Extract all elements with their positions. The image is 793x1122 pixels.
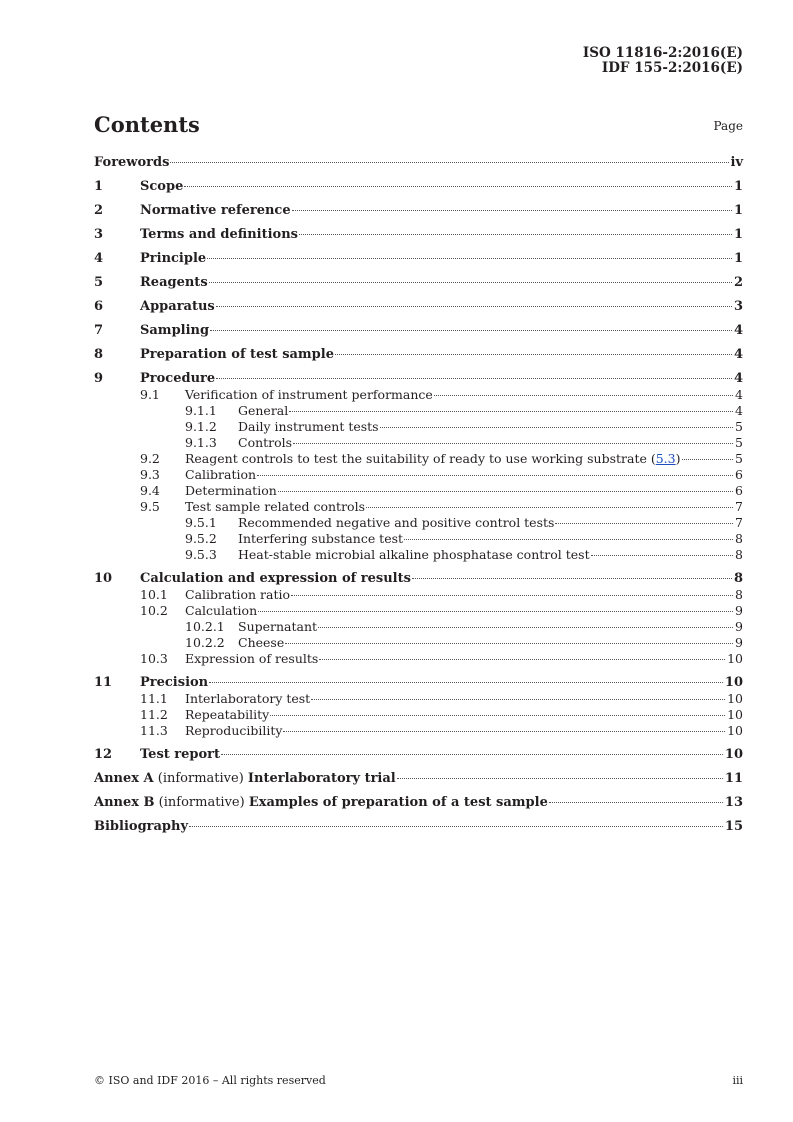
toc-entry-page: 15 (724, 819, 743, 834)
toc-entry-title (185, 483, 277, 498)
toc-entry-number: 5 (94, 275, 104, 290)
toc-entry-number: 9.5.1 (185, 515, 217, 530)
dot-leader (366, 507, 733, 508)
header-iso-number: ISO 11816-2:2016(E) (582, 45, 743, 61)
toc-entry-number: 9.1 (140, 387, 160, 402)
dot-leader (319, 659, 725, 660)
toc-entry-number: 9.4 (140, 483, 160, 498)
toc-entry-number: 9.1.1 (185, 403, 217, 418)
toc-entry-page: 2 (733, 275, 743, 290)
toc-entry-number: 2 (94, 203, 104, 218)
toc-entry[interactable] (94, 323, 743, 339)
toc-entry[interactable] (94, 515, 743, 531)
toc-entry-text: Determination (185, 483, 277, 498)
toc-entry[interactable] (94, 387, 743, 403)
dot-leader (397, 778, 723, 779)
toc-entry-page: 8 (733, 571, 743, 586)
toc-entry[interactable] (94, 587, 743, 603)
dot-leader (170, 162, 728, 163)
dot-leader (283, 731, 725, 732)
toc-entry-page: 11 (724, 771, 743, 786)
toc-entry-title (238, 403, 288, 418)
toc-entry-text: Calculation and expression of results (140, 571, 411, 586)
toc-entry-number: 11.2 (140, 707, 168, 722)
toc-entry-page: 9 (735, 635, 743, 650)
footer-copyright: © ISO and IDF 2016 – All rights reserved (94, 1074, 326, 1087)
dot-leader (335, 354, 732, 355)
toc-entry-title (140, 299, 215, 314)
dot-leader (207, 258, 732, 259)
toc-entry-page: 1 (733, 227, 743, 242)
toc-entry-page: 13 (724, 795, 743, 810)
toc-entry[interactable] (94, 227, 743, 243)
toc-entry[interactable] (94, 347, 743, 363)
toc-entry[interactable] (94, 403, 743, 419)
toc-entry[interactable] (94, 531, 743, 547)
dot-leader (293, 443, 733, 444)
toc-entry-title (185, 387, 433, 402)
toc-entry-page: 7 (735, 499, 743, 514)
toc-entry-title (238, 419, 379, 434)
toc-entry-number: 10.2.1 (185, 619, 225, 634)
header-idf-number: IDF 155-2:2016(E) (601, 60, 743, 76)
page-title: Contents (94, 112, 200, 137)
toc-entry-page: 3 (733, 299, 743, 314)
toc-entry-text: Procedure (140, 371, 216, 386)
toc-entry-page: 5 (735, 435, 743, 450)
toc-entry-number: 10.2.2 (185, 635, 225, 650)
toc-entry-title (140, 275, 208, 290)
dot-leader (184, 186, 732, 187)
toc-entry-page: 4 (733, 371, 743, 386)
toc-entry-text: Recommended negative and positive control tests (238, 515, 555, 530)
toc-entry[interactable] (94, 179, 743, 195)
annex-note: (informative) (153, 771, 248, 786)
dot-leader (209, 682, 723, 683)
toc-entry-title (185, 499, 365, 514)
toc-entry-page: 6 (735, 483, 743, 498)
toc-entry-title (94, 155, 169, 170)
toc-entry-page: 7 (735, 515, 743, 530)
dot-leader (209, 282, 732, 283)
toc-entry-text: Principle (140, 251, 207, 266)
toc-entry[interactable] (94, 275, 743, 291)
dot-leader (257, 475, 733, 476)
toc-entry-text: Sampling (140, 323, 210, 338)
toc-entry[interactable] (94, 571, 743, 587)
page-column-label: Page (713, 119, 743, 133)
toc-entry-page: 5 (735, 419, 743, 434)
toc-entry-page: 8 (735, 531, 743, 546)
toc-entry-number: 9.5.3 (185, 547, 217, 562)
toc-entry-text: General (238, 403, 289, 418)
toc-entry-page: 10 (724, 675, 743, 690)
dot-leader (682, 459, 734, 460)
toc-entry[interactable] (94, 819, 743, 835)
toc-entry[interactable] (94, 547, 743, 563)
toc-entry-number: 9.2 (140, 451, 160, 466)
dot-leader (216, 378, 732, 379)
toc-entry-number: 10.3 (140, 651, 168, 666)
toc-entry-text: Precision (140, 675, 209, 690)
toc-entry-page: 10 (727, 707, 743, 722)
toc-entry-page: 4 (733, 323, 743, 338)
toc-entry-page: 6 (735, 467, 743, 482)
dot-leader (291, 595, 733, 596)
toc-entry-page: 5 (735, 451, 743, 466)
toc-entry-page: 10 (724, 747, 743, 762)
toc-entry[interactable] (94, 483, 743, 499)
toc-entry[interactable] (94, 651, 743, 667)
dot-leader (292, 210, 732, 211)
dot-leader (434, 395, 733, 396)
toc-entry-page: 4 (735, 403, 743, 418)
table-of-contents (94, 155, 743, 835)
annex-title: Examples of preparation of a test sample (248, 795, 548, 810)
toc-entry-title (238, 515, 554, 530)
toc-entry-page: 4 (735, 387, 743, 402)
toc-entry-title (185, 451, 681, 466)
cross-reference-link[interactable]: 5.3 (655, 451, 676, 466)
toc-entry-page: 4 (733, 347, 743, 362)
toc-entry-number: 9.5 (140, 499, 160, 514)
toc-entry-number: 6 (94, 299, 104, 314)
toc-entry-title (185, 587, 290, 602)
footer-page-number: iii (732, 1074, 743, 1087)
toc-entry-text: Interlaboratory test (185, 691, 311, 706)
toc-entry-title (140, 323, 209, 338)
dot-leader (555, 523, 733, 524)
dot-leader (318, 627, 733, 628)
annex-label: Annex B (94, 795, 155, 810)
toc-entry-text: Supernatant (238, 619, 318, 634)
dot-leader (549, 802, 723, 803)
dot-leader (380, 427, 733, 428)
toc-entry-number: 10.2 (140, 603, 168, 618)
toc-entry-number: 10.1 (140, 587, 168, 602)
annex-note: (informative) (154, 795, 249, 810)
toc-entry-text-tail: ) (675, 451, 681, 466)
toc-entry-text: Preparation of test sample (140, 347, 334, 362)
toc-entry-title (185, 723, 282, 738)
toc-entry-text: Controls (238, 435, 293, 450)
toc-entry-number: 9.1.2 (185, 419, 217, 434)
toc-entry-text: Cheese (238, 635, 285, 650)
dot-leader (210, 330, 732, 331)
toc-entry-page: 10 (727, 691, 743, 706)
toc-entry-title (140, 251, 206, 266)
document-header (583, 46, 743, 76)
toc-entry-page: 9 (735, 619, 743, 634)
toc-entry-title (238, 547, 590, 562)
toc-entry-page: 1 (733, 251, 743, 266)
dot-leader (278, 491, 733, 492)
dot-leader (221, 754, 723, 755)
toc-entry-page: 1 (733, 179, 743, 194)
dot-leader (189, 826, 723, 827)
dot-leader (216, 306, 732, 307)
toc-entry-title (140, 371, 215, 386)
toc-entry-title (140, 571, 411, 586)
dot-leader (404, 539, 733, 540)
toc-entry-text: Reagent controls to test the suitability of ready to use working substrate ( (185, 451, 656, 466)
toc-entry-number: 11.3 (140, 723, 168, 738)
toc-entry-title (185, 467, 256, 482)
toc-entry[interactable] (94, 723, 743, 739)
toc-entry[interactable] (94, 419, 743, 435)
toc-entry-title (140, 227, 298, 242)
toc-entry-text: Calibration ratio (185, 587, 290, 602)
toc-entry[interactable] (94, 619, 743, 635)
toc-entry-page: 1 (733, 203, 743, 218)
toc-entry-text: Bibliography (94, 819, 189, 834)
toc-entry-text: Calculation (185, 603, 258, 618)
toc-entry-title (238, 531, 403, 546)
toc-entry[interactable] (94, 155, 743, 171)
toc-entry-text: Forewords (94, 155, 170, 170)
toc-entry-title (185, 603, 257, 618)
toc-entry[interactable] (94, 371, 743, 387)
toc-entry-text: Terms and definitions (140, 227, 298, 242)
toc-entry-title (185, 651, 318, 666)
toc-entry-text: Normative reference (140, 203, 291, 218)
toc-entry-number: 11 (94, 675, 113, 690)
toc-entry-number: 3 (94, 227, 104, 242)
toc-entry-number: 8 (94, 347, 104, 362)
toc-entry-number: 4 (94, 251, 104, 266)
dot-leader (285, 643, 733, 644)
dot-leader (591, 555, 733, 556)
toc-entry-title (140, 179, 183, 194)
dot-leader (289, 411, 733, 412)
toc-entry[interactable] (94, 499, 743, 515)
toc-entry[interactable] (94, 635, 743, 651)
toc-entry-title (94, 819, 188, 834)
toc-entry-title (140, 747, 220, 762)
toc-entry-text: Repeatability (185, 707, 270, 722)
toc-entry-title (94, 795, 548, 810)
toc-entry[interactable] (94, 451, 743, 467)
toc-entry[interactable] (94, 707, 743, 723)
toc-entry-title (140, 203, 291, 218)
toc-entry[interactable] (94, 435, 743, 451)
annex-title: Interlaboratory trial (247, 771, 396, 786)
toc-entry-text: Interfering substance test (238, 531, 404, 546)
toc-entry-title (140, 347, 334, 362)
toc-entry-page: 10 (727, 723, 743, 738)
toc-entry[interactable] (94, 251, 743, 267)
toc-entry-text: Test sample related controls (185, 499, 365, 514)
toc-entry-number: 9.3 (140, 467, 160, 482)
toc-entry-number: 9.5.2 (185, 531, 217, 546)
toc-entry-text: Expression of results (185, 651, 319, 666)
toc-entry-number: 7 (94, 323, 104, 338)
toc-entry[interactable] (94, 747, 743, 763)
toc-entry-number: 1 (94, 179, 104, 194)
toc-entry[interactable] (94, 691, 743, 707)
toc-entry-page: iv (730, 155, 743, 170)
toc-entry-number: 10 (94, 571, 113, 586)
toc-entry[interactable] (94, 467, 743, 483)
toc-entry-page: 8 (735, 587, 743, 602)
toc-entry[interactable] (94, 771, 743, 787)
dot-leader (299, 234, 732, 235)
toc-entry-number: 9 (94, 371, 104, 386)
toc-entry-text: Daily instrument tests (238, 419, 379, 434)
dot-leader (258, 611, 733, 612)
toc-entry-text: Verification of instrument performance (185, 387, 433, 402)
toc-entry-title (94, 771, 396, 786)
toc-entry[interactable] (94, 299, 743, 315)
toc-entry-page: 8 (735, 547, 743, 562)
toc-entry-text: Reagents (140, 275, 208, 290)
toc-entry-title (238, 619, 317, 634)
toc-entry-title (185, 691, 310, 706)
toc-entry[interactable] (94, 203, 743, 219)
toc-entry-title (238, 435, 292, 450)
toc-entry-page: 10 (727, 651, 743, 666)
dot-leader (270, 715, 725, 716)
toc-entry-text: Apparatus (140, 299, 215, 314)
toc-entry-text: Heat-stable microbial alkaline phosphatase control test (238, 547, 590, 562)
toc-entry-number: 12 (94, 747, 113, 762)
toc-entry-page: 9 (735, 603, 743, 618)
toc-entry-title (185, 707, 269, 722)
toc-entry[interactable] (94, 795, 743, 811)
toc-entry-title (238, 635, 284, 650)
toc-entry-number: 9.1.3 (185, 435, 217, 450)
toc-entry-number: 11.1 (140, 691, 168, 706)
toc-entry[interactable] (94, 603, 743, 619)
toc-entry-text: Calibration (185, 467, 257, 482)
toc-entry[interactable] (94, 675, 743, 691)
toc-entry-text: Test report (140, 747, 221, 762)
annex-label: Annex A (94, 771, 154, 786)
toc-entry-text: Scope (140, 179, 184, 194)
toc-entry-text: Reproducibility (185, 723, 283, 738)
dot-leader (311, 699, 725, 700)
toc-entry-title (140, 675, 208, 690)
dot-leader (412, 578, 732, 579)
